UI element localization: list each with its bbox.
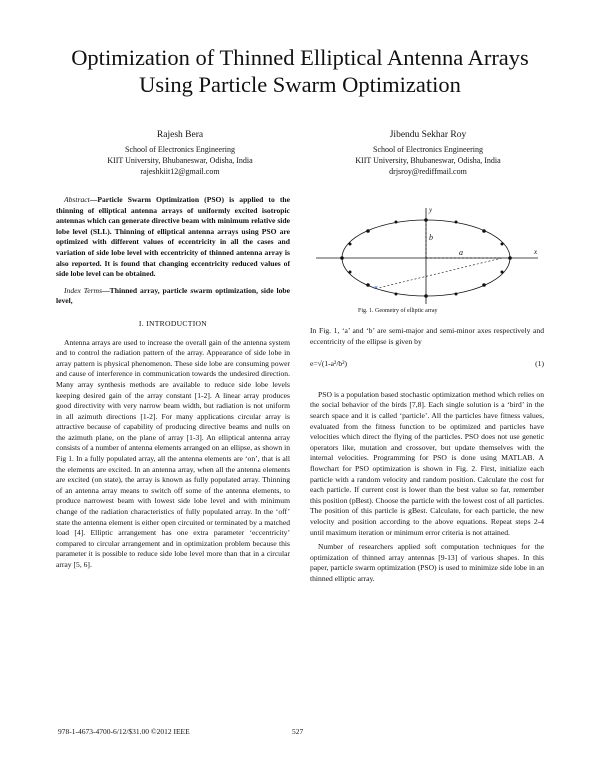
array-element [482,283,486,287]
title-line-1: Optimization of Thinned Elliptical Antenna Arrays [71,45,529,70]
array-element [508,256,512,260]
equation-1 [310,359,544,370]
index-terms [56,286,290,307]
equation-number: (1) [535,359,544,369]
array-element [395,293,398,296]
ellipse-figure [312,200,544,310]
author-email: drjsroy@rediffmail.com [389,167,467,176]
array-element [501,271,504,274]
index-terms-label: Index Terms [64,285,103,295]
array-element [340,256,344,260]
array-element [395,221,398,224]
author-dept: School of Electronics Engineering [125,145,235,154]
footer-copyright: 978-1-4673-4700-6/12/$31.00 ©2012 IEEE [58,727,190,736]
index-terms-text: —Thinned array, particle swarm optimization, side lobe level, [56,285,290,306]
author-block-2 [308,130,548,177]
label-a: a [459,248,463,257]
author-univ: KIIT University, Bhubaneswar, Odisha, India [355,156,501,165]
label-y: y [429,206,433,214]
array-element [501,243,504,246]
array-element [482,229,486,233]
equation-text: e=√(1-a²/b²) [310,359,348,369]
abstract-label: Abstract [64,195,90,204]
abstract-text: —Particle Swarm Optimization (PSO) is applied to the thinning of elliptical antenna arrays of uniformly excited isotropic antennas which can generate directive beam with minimum relative side lobe level (SLL). Thinning of elliptical antenna arrays using PSO are optimized with different values of eccentricity in all the cases and variation of side lobe level with eccentricity of thinned antenna array is also reported. It is found that changing eccentricity reduced values of side lobe level can be obtained. [56,195,290,279]
right-paragraph-2: PSO is a population based stochastic optimization method which relies on the social behavior of the birds [7,8]. Each single solution is a ‘bird’ in the search space and it is called ‘particle’. All the particles have fitness values, evaluated from the fitness function to be optimized and particles have velocities which direct the flying of the particles. PSO does not use genetic operators like, mutation and crossover, but update themselves with the internal velocities. Programming for PSO is done using MATLAB. A flowchart for PSO optimization is shown in Fig. 2. First, initialize each particle with a random velocity and random position. Calculate the cost for each particle. If current cost is lower than the best value so far, remember this position (pBest). Choose the particle with the lowest cost of all particles. The position of this particle is gBest. Calculate, for each particle, the new velocity and position according to the above equations. Repeat steps 2-4 until maximum iteration or minimum error criteria is not attained. [310,389,544,537]
array-element [455,221,458,224]
array-element [424,218,428,222]
right-column [310,326,544,584]
author-name: Jibendu Sekhar Roy [389,130,467,140]
author-email: rajeshkiit12@gmail.com [140,167,220,176]
array-element [366,229,370,233]
author-univ: KIIT University, Bhubaneswar, Odisha, India [107,156,253,165]
array-element [424,294,428,298]
left-column [56,195,290,571]
observation-point-icon: × [374,285,379,292]
title-line-2: Using Particle Swarm Optimization [139,72,461,97]
author-dept: School of Electronics Engineering [373,145,483,154]
paper-title [40,44,560,98]
array-element [366,283,370,287]
array-element [349,243,352,246]
right-paragraph-3: Number of researchers applied soft computation techniques for the optimization of thinned array antennas [9-13] of various shapes. In this paper, particle swarm optimization (PSO) is used to minimize side lobe in an thinned elliptic array. [310,542,544,583]
author-block-1 [60,130,300,177]
label-b: b [429,233,433,242]
array-element [349,271,352,274]
right-paragraph-1: In Fig. 1, ‘a’ and ‘b’ are semi-major and semi-minor axes respectively and eccentricity of the ellipse is given by [310,326,544,346]
figure-caption: Fig. 1. Geometry of elliptic array [358,308,438,314]
label-x: x [534,248,538,256]
section-heading: I. INTRODUCTION [138,318,208,328]
author-name: Rajesh Bera [156,130,204,140]
array-element [455,293,458,296]
intro-paragraph: Antenna arrays are used to increase the overall gain of the antenna system and to control the radiation pattern of the array. Appearance of side lobe in array pattern is physical phenomenon. These side lobe are consuming power and cause of interference in communication towards the undesired direction. Many array synthesis methods are available to reduce side lobe levels keeping desired gain of the array constant [1-2]. A linear array produces good directivity with very narrow beam width, but radiation is not uniform in all azimuth directions [1-2]. For many applications circular array is attractive because of capability of producing directive beams and nulls on the azimuth plane, on the plane of array [1-3]. An elliptical antenna array consists of a number of antenna elements arranged on an ellipse, as shown in Fig 1. In a fully populated array, all the antenna elements are ‘on’, that is all the elements are excited. In an antenna array, when all the antenna elements are excited (on state), the array is known as fully populated array. Thinning of an antenna array means to switch off some of the antenna elements, to produce narrowest beam with lowest side lobe level and with minimum change of the radiation characteristics of fully populated array. In the ‘off’ state the antenna element is either open circuited or terminated by a matched load [4]. Elliptic arrangement has one extra parameter ‘eccentricity’ compared to circular arrangement and in optimization problem because this parameter it is possible to reduce side lobe level more than that in a circular array [5, 6]. [56,337,290,569]
page-number: 527 [292,727,304,736]
abstract [56,195,290,280]
ellipse-diagram [312,200,544,310]
